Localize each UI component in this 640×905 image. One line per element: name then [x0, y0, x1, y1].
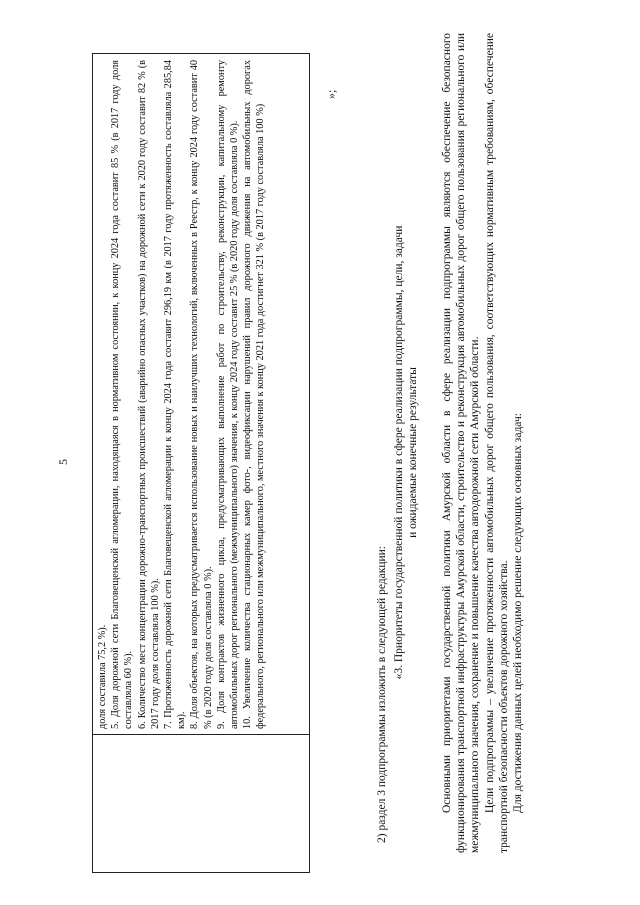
table-item: 6. Количество мест концентрации дорожно-транспортных происшествий (аварийно опасных участков) на дорожной сети к 2020 году составит 82 % (в 2017 году доля составляла 100 %). [136, 60, 161, 729]
amendment-intro: 2) раздел 3 подпрограммы изложить в следующей редакции: [376, 546, 388, 843]
table-item: 10. Увеличение количества стационарных камер фото-, видеофиксации нарушений правил дорожного движения на автомобильных дорогах федерального, регионального или межмуниципального, местного значения к концу 2021 года достигнет 321 % (в 2017 году составляла 100 %) [242, 60, 267, 729]
page-number: 5 [56, 459, 70, 465]
table-item: 9. Доля контрактов жизненного цикла, предусматривающих выполнение работ по строительству, реконструкции, капитальному ремонту автомобильных дорог регионального (межмуниципального) значения, к концу 2024 году составит 25 % (в 2020 году доля составляла 0 %). [215, 60, 241, 729]
paragraph: Основными приоритетами государственной политики Амурской области в сфере реализации подпрограммы являются обеспечение безопасного функционирования транспортной инфраструктуры Амурской области, строительство и реконструкция автомобильных дорог общего пользования регионального или межмуниципального значения, сохранение и повышение качества автодорожной сети Амурской области. [441, 33, 482, 853]
table-item: 7. Протяженность дорожной сети Благовещенской агломерации к концу 2024 года составит 296,19 км (в 2017 году протяженность составляла 285,84 км). [163, 60, 188, 729]
indicators-table [92, 53, 310, 873]
closing-quote: »; [324, 89, 338, 99]
section-heading [392, 0, 420, 905]
table-right-column [93, 54, 309, 734]
section-heading-line-2: и ожидаемые конечные результаты [407, 367, 419, 538]
paragraph: Цели подпрограммы – увеличение протяженности автомобильных дорог общего пользования, соответствующих нормативным требованиям, обеспечение транспортной безопасности объектов дорожного хозяйства. [483, 33, 510, 853]
table-item: доля составила 75,2 %). [97, 624, 108, 729]
section-heading-line-1: «3. Приоритеты государственной политики в сфере реализации подпрограммы, цели, задачи [393, 225, 405, 680]
table-item: 8. Доля объектов, на которых предусматривается использование новых и наилучших технологий, включенных в Реестр, к концу 2024 году составит 40 % (в 2020 году доля составляла 0 %). [189, 60, 214, 729]
body-text [440, 33, 525, 853]
table-item: 5. Доля дорожной сети Благовещенской агломерации, находящаяся в нормативном состоянии, к концу 2024 года составит 85 % (в 2017 году доля составляла 60 %). [110, 60, 135, 729]
table-left-column [93, 734, 309, 872]
paragraph: Для достижения данных целей необходимо решение следующих основных задач: [512, 413, 525, 813]
